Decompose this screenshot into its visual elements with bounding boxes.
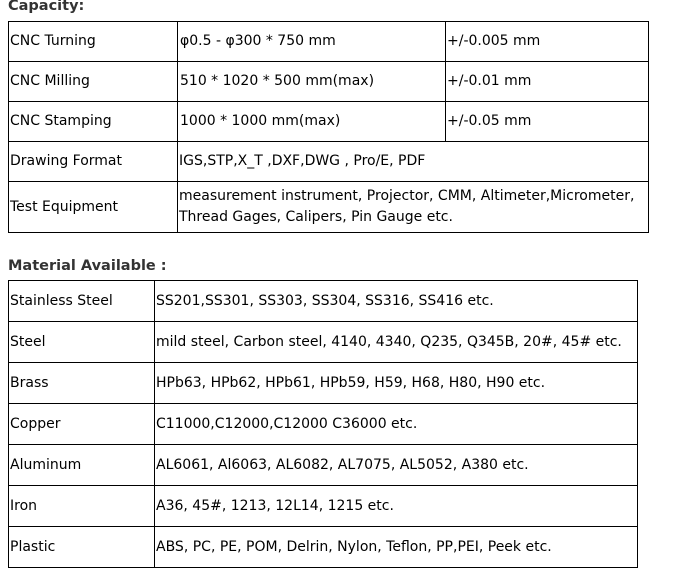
materials-table (8, 280, 638, 568)
table-row (9, 404, 638, 445)
row-label: Drawing Format (9, 142, 178, 182)
row-value: measurement instrument, Projector, CMM, Altimeter,Micrometer, Thread Gages, Calipers, Pin Gauge etc. (178, 182, 649, 233)
table-row (9, 102, 649, 142)
material-grades: C11000,C12000,C12000 C36000 etc. (155, 404, 638, 445)
table-row (9, 322, 638, 363)
row-value: φ0.5 - φ300 * 750 mm (178, 22, 446, 62)
table-row (9, 62, 649, 102)
row-tolerance: +/-0.01 mm (446, 62, 649, 102)
table-row (9, 445, 638, 486)
material-name: Aluminum (9, 445, 155, 486)
table-row (9, 486, 638, 527)
row-label: Test Equipment (9, 182, 178, 233)
row-value: 510 * 1020 * 500 mm(max) (178, 62, 446, 102)
material-name: Iron (9, 486, 155, 527)
row-label: CNC Milling (9, 62, 178, 102)
material-grades: AL6061, Al6063, AL6082, AL7075, AL5052, A380 etc. (155, 445, 638, 486)
row-value: 1000 * 1000 mm(max) (178, 102, 446, 142)
material-grades: A36, 45#, 1213, 12L14, 1215 etc. (155, 486, 638, 527)
material-grades: ABS, PC, PE, POM, Delrin, Nylon, Teflon, PP,PEI, Peek etc. (155, 527, 638, 568)
material-name: Plastic (9, 527, 155, 568)
material-name: Copper (9, 404, 155, 445)
table-row (9, 281, 638, 322)
material-grades: HPb63, HPb62, HPb61, HPb59, H59, H68, H80, H90 etc. (155, 363, 638, 404)
material-name: Steel (9, 322, 155, 363)
capacity-heading: Capacity: (8, 0, 85, 14)
material-name: Stainless Steel (9, 281, 155, 322)
row-label: CNC Stamping (9, 102, 178, 142)
row-label: CNC Turning (9, 22, 178, 62)
material-grades: SS201,SS301, SS303, SS304, SS316, SS416 etc. (155, 281, 638, 322)
row-value: IGS,STP,X_T ,DXF,DWG , Pro/E, PDF (178, 142, 649, 182)
table-row (9, 527, 638, 568)
table-row (9, 182, 649, 233)
materials-heading: Material Available : (8, 258, 167, 274)
capacity-table (8, 21, 649, 233)
material-name: Brass (9, 363, 155, 404)
table-row (9, 22, 649, 62)
table-row (9, 142, 649, 182)
table-row (9, 363, 638, 404)
row-tolerance: +/-0.005 mm (446, 22, 649, 62)
material-grades: mild steel, Carbon steel, 4140, 4340, Q235, Q345B, 20#, 45# etc. (155, 322, 638, 363)
row-tolerance: +/-0.05 mm (446, 102, 649, 142)
